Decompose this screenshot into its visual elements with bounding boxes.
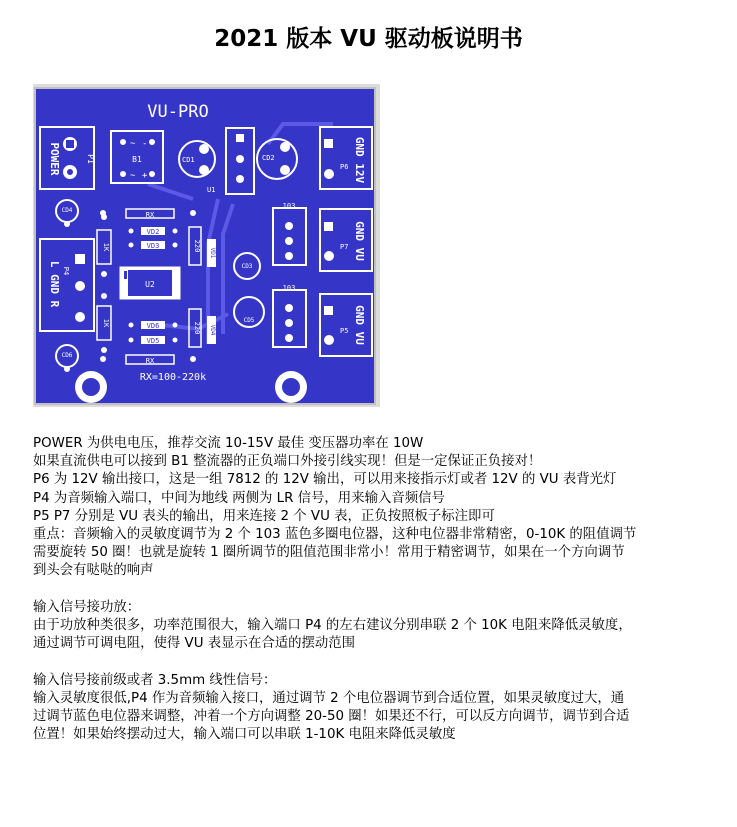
text-line: P6 为 12V 输出接口，这是一组 7812 的 12V 输出，可以用来接指示灯或者 12V 的 VU 表背光灯 bbox=[33, 472, 617, 488]
cd1-label: CD1 bbox=[182, 156, 195, 164]
p1-label: P1 bbox=[86, 154, 95, 164]
rx-bottom-label: RX bbox=[145, 357, 155, 365]
vd2-label: VD2 bbox=[146, 228, 160, 236]
p4-pins-label: L GND R bbox=[48, 260, 61, 308]
pot-b-label: 103 bbox=[282, 284, 296, 292]
cd5-label: CD5 bbox=[243, 317, 255, 324]
board-title: VU-PRO bbox=[147, 102, 209, 122]
p7-pins-label: GND VU bbox=[353, 221, 366, 261]
r1k-b-label: 1K bbox=[102, 318, 110, 328]
r220-b-label: 220 bbox=[193, 321, 201, 335]
text-line: 如果直流供电可以接到 B1 整流器的正负端口外接引线实现！但是一定保证正负接对！ bbox=[33, 454, 542, 470]
b1-ac1: ~ bbox=[130, 139, 136, 149]
text-line: 过调节蓝色电位器来调整，冲着一个方向调整 20-50 圈！如果还不行，可以反方向调节，调节到合适 bbox=[33, 709, 630, 725]
text-line: P4 为音频输入端口，中间为地线 两侧为 LR 信号，用来输入音频信号 bbox=[33, 490, 445, 506]
text-line: 到头会有哒哒的响声 bbox=[33, 563, 154, 579]
cd2-label: CD2 bbox=[262, 154, 275, 162]
vd3-label: VD3 bbox=[146, 242, 160, 250]
text-line: 通过调节可调电阻，使得 VU 表显示在合适的摆动范围 bbox=[33, 636, 356, 652]
p6-label: P6 bbox=[340, 163, 349, 171]
p4-label: P4 bbox=[62, 266, 70, 276]
b1-ac2: ~ bbox=[130, 171, 136, 181]
text-line: 由于功放种类很多，功率范围很大，输入端口 P4 的左右建议分别串联 2 个 10K 电阻来降低灵敏度， bbox=[33, 618, 632, 634]
text-line: 需要旋转 50 圈！也就是旋转 1 圈所调节的阻值范围非常小！常用于精密调节，如果在一个方向调节 bbox=[33, 545, 625, 561]
r220-a-label: 220 bbox=[193, 239, 201, 253]
text-line: P5 P7 分别是 VU 表头的输出，用来连接 2 个 VU 表，正负按照板子标注即可 bbox=[33, 508, 495, 524]
p5-pins-label: GND VU bbox=[353, 305, 366, 345]
vd6-label: VD6 bbox=[146, 322, 160, 330]
section-heading: 输入信号接功放： bbox=[33, 599, 141, 615]
vd5-label: VD5 bbox=[146, 337, 160, 345]
u2-label: U2 bbox=[145, 280, 155, 289]
vd1-label: VD1 bbox=[209, 247, 216, 259]
cd3-label: CD3 bbox=[241, 263, 253, 270]
section-heading: 输入信号接前级或者 3.5mm 线性信号： bbox=[33, 672, 277, 688]
p7-label: P7 bbox=[340, 243, 349, 251]
text-line: 重点：音频输入的灵敏度调节为 2 个 103 蓝色多圈电位器，这种电位器非常精密，0-10K 的阻值调节 bbox=[33, 527, 637, 543]
rx-note: RX=100-220k bbox=[139, 372, 207, 383]
vd4-label: VD4 bbox=[209, 324, 216, 336]
b1-plus: + bbox=[142, 171, 148, 181]
instruction-text bbox=[33, 435, 733, 744]
text-line: 输入灵敏度很低,P4 作为音频输入接口，通过调节 2 个电位器调节到合适位置，如果灵敏度过大，通 bbox=[33, 690, 625, 706]
r1k-a-label: 1K bbox=[102, 242, 110, 252]
blank-line bbox=[33, 581, 733, 599]
blank-line bbox=[33, 653, 733, 671]
rx-top-label: RX bbox=[145, 211, 155, 219]
text-line: 位置！如果始终摆动过大，输入端口可以串联 1-10K 电阻来降低灵敏度 bbox=[33, 727, 456, 743]
b1-minus: - bbox=[142, 139, 148, 149]
p6-pins-label: GND 12V bbox=[353, 136, 366, 184]
cd4-label: CD4 bbox=[61, 207, 73, 214]
p5-label: P5 bbox=[340, 327, 349, 335]
b1-label: B1 bbox=[132, 155, 142, 164]
text-line: POWER 为供电电压，推荐交流 10-15V 最佳 变压器功率在 10W bbox=[33, 436, 424, 451]
u1-label: U1 bbox=[207, 186, 216, 194]
document-title: 2021 版本 VU 驱动板说明书 bbox=[214, 26, 523, 52]
power-label: POWER bbox=[48, 142, 61, 176]
pot-a-label: 103 bbox=[282, 202, 296, 210]
pcb-board-image bbox=[33, 84, 380, 407]
cd6-label: CD6 bbox=[61, 352, 73, 359]
